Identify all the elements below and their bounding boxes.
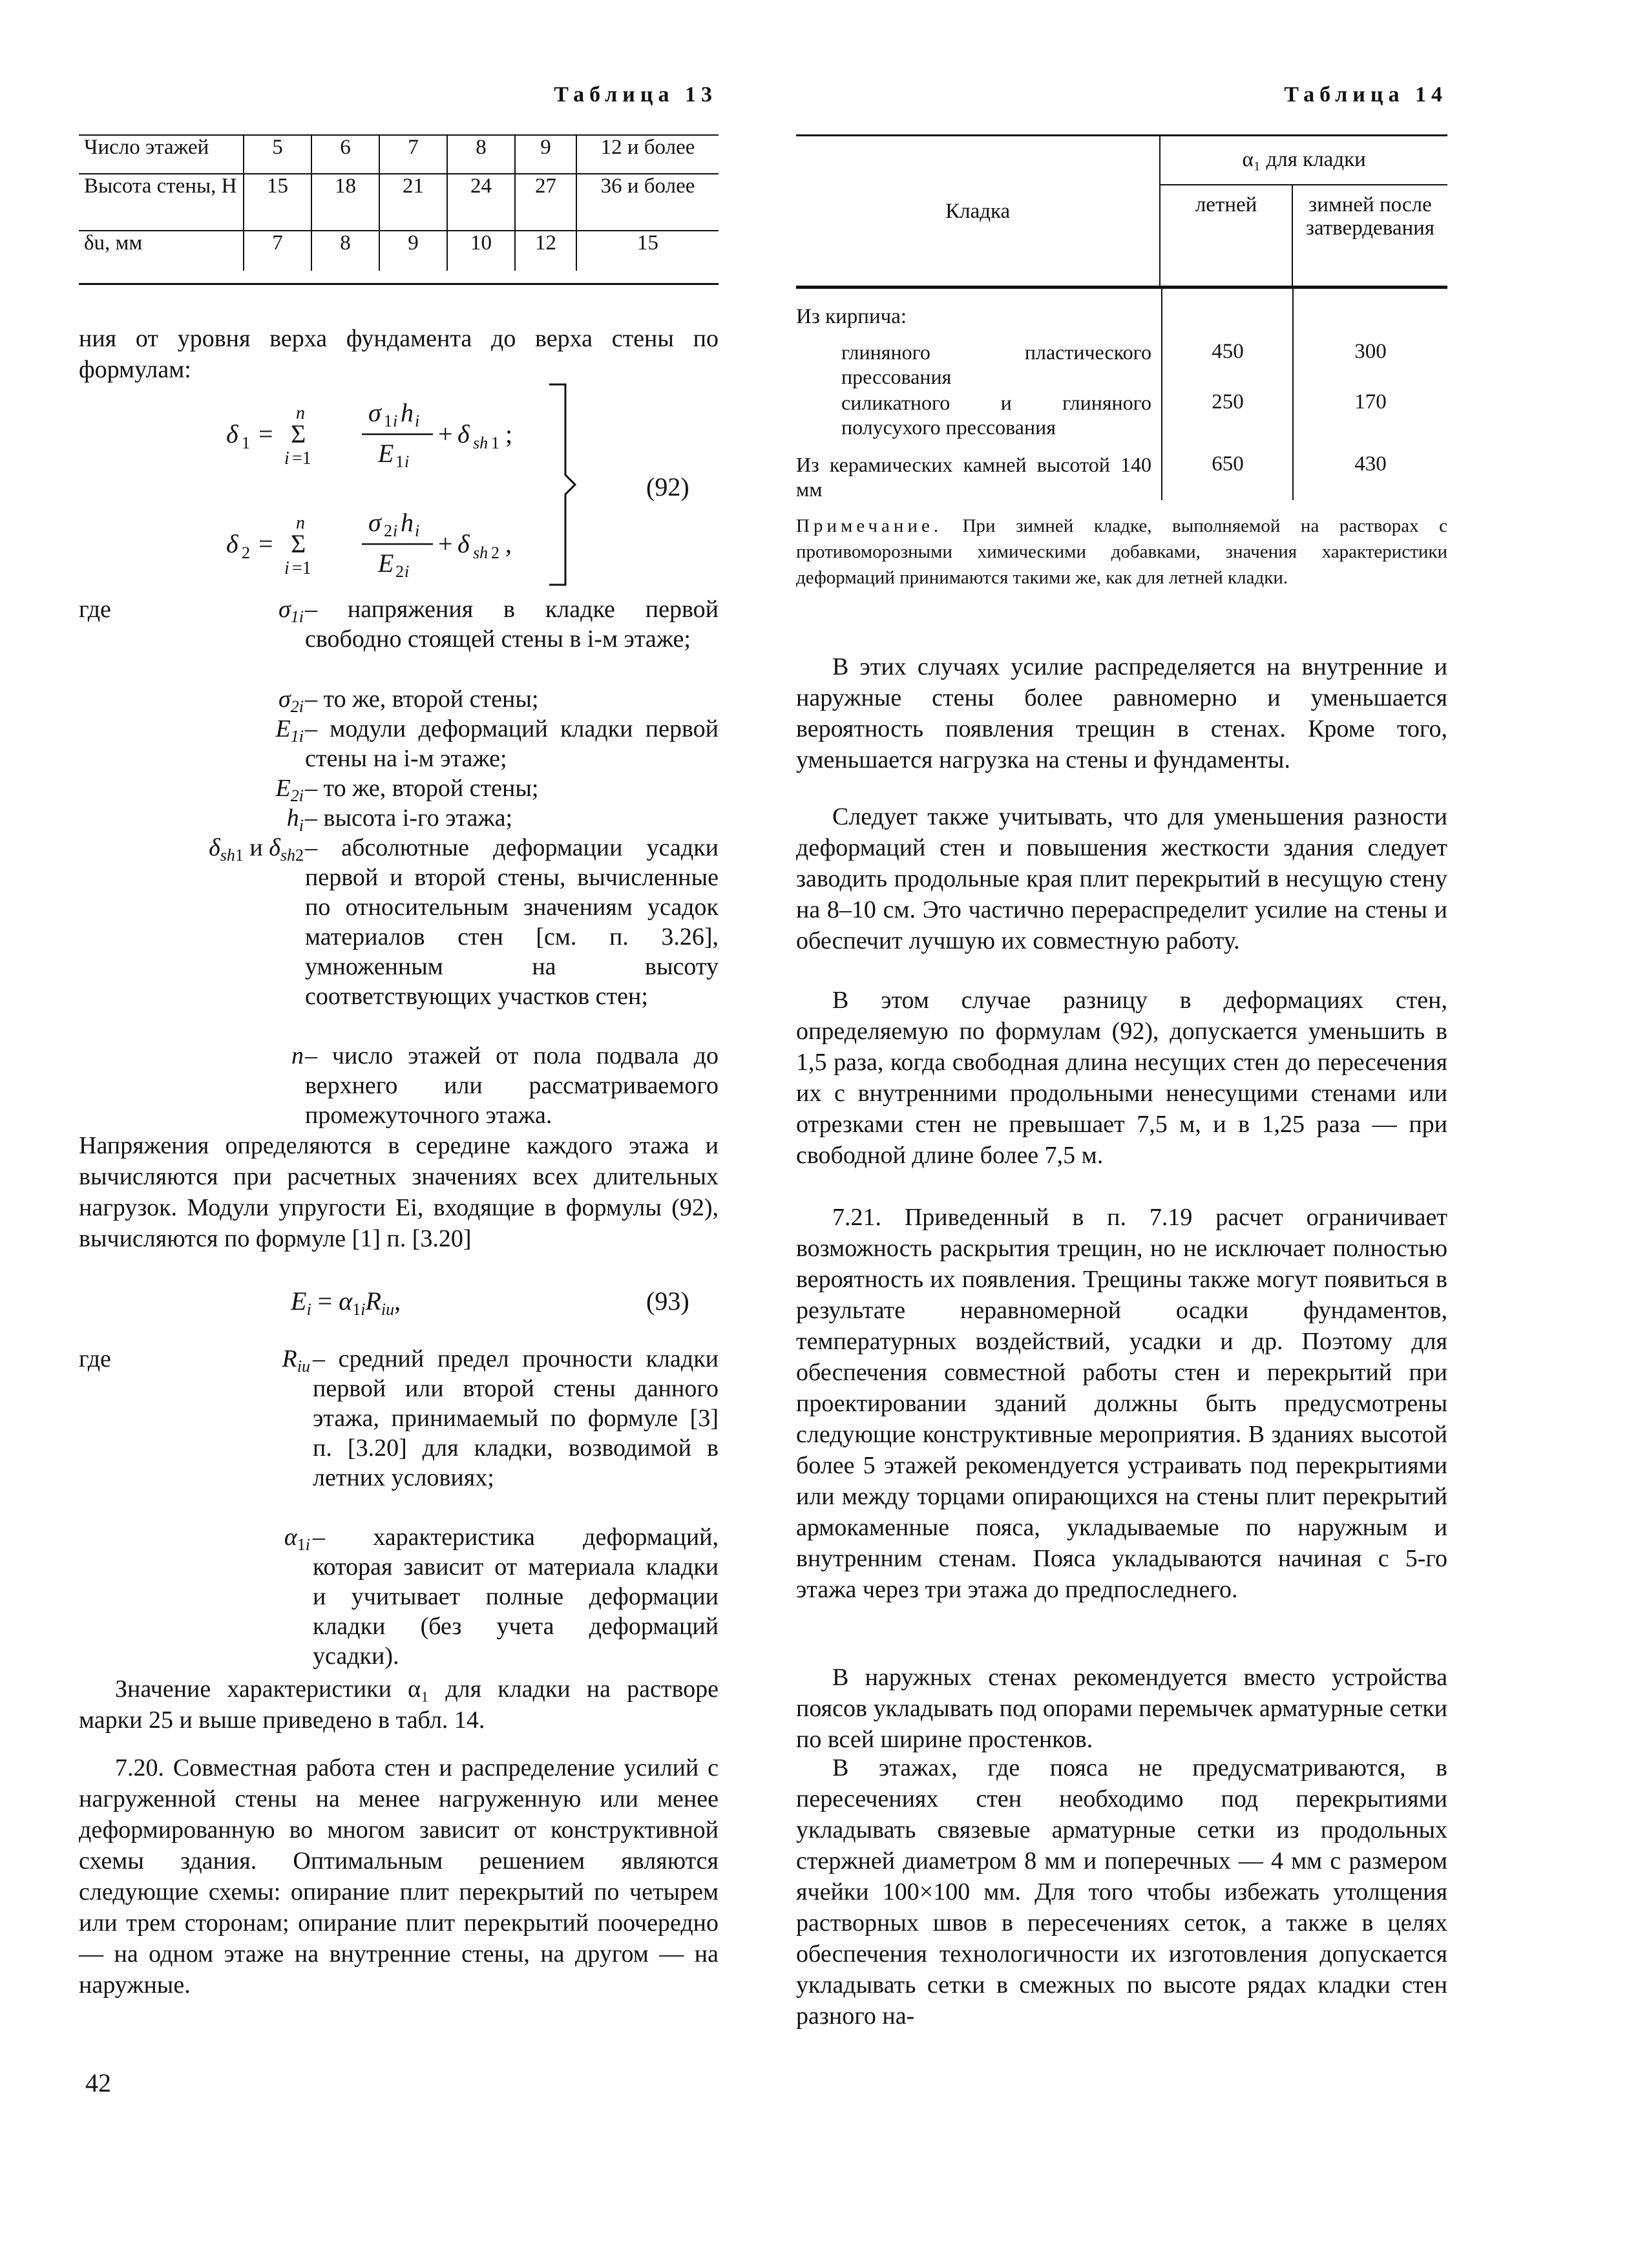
svg-text:i: i: [393, 412, 398, 430]
definition-alpha1i: – характеристика деформаций, которая зависит от материала кладки и учитывает полные деформации кладки (без учета деформаций усадки).: [313, 1524, 719, 1670]
paragraph-7-21: 7.21. Приведенный в п. 7.19 расчет ограничивает возможность раскрытия трещин, но не исключает полностью вероятность их появления. Трещины также могут появиться в результате неравномерной осадки фундаментов, температурных воздействий, усадки и др. Поэтому для обеспечения совместной работы стен и перекрытий при проектировании зданий должны быть предусмотрены следующие конструктивные мероприятия. В зданиях высотой более 5 этажей рекомендуется устраивать под перекрытиями или между торцами опирающихся на стены плит перекрытий армокаменные пояса, укладываемые по наружным и внутренним стенам. Пояса укладываются начиная с 5-го этажа через три этажа до предпоследнего.: [796, 1204, 1447, 1603]
table14-row1-summer: 450: [1212, 340, 1244, 363]
right-paragraph-3: В этом случае разницу в деформациях стен, определяемую по формулам (92), допускается уменьшить в 1,5 раза, когда свободная длина несущих стен до пересечения их с внутренними продольными ненесущими стенами или отрезками стен не превышает 7,5 м, и в 1,25 раза — при свободной длине более 7,5 м.: [796, 987, 1447, 1169]
table14-row3-summer: 650: [1212, 452, 1244, 476]
table13-row-delta: [79, 231, 719, 271]
svg-text:2: 2: [242, 543, 250, 562]
table-cell: 9: [515, 135, 576, 174]
svg-text:δ: δ: [226, 419, 238, 448]
symbol-E1i: $E_{1i}$: [275, 715, 304, 746]
table13: [79, 134, 719, 271]
table14-row1-label: глиняного пластического прессования: [841, 341, 1151, 388]
table-cell: 8: [447, 135, 515, 174]
eq93-number: (93): [646, 1286, 689, 1316]
svg-text:1: 1: [384, 412, 392, 430]
formula-93: $E_i = \alpha_{1i}R_{iu}$,: [291, 1286, 401, 1319]
table-cell: 12 и более: [576, 135, 719, 174]
right-paragraph-5: В наружных стенах рекомендуется вместо устройства поясов укладывать под опорами перемычек арматурные сетки по всей ширине простенков.: [796, 1664, 1447, 1753]
definition-E1i: – модули деформаций кладки первой стены на i-м этаже;: [305, 715, 719, 772]
table-cell: 15: [576, 231, 719, 271]
where-label-2: где: [79, 1345, 111, 1372]
svg-text:n: n: [296, 513, 305, 533]
definition-sigma1i: – напряжения в кладке первой свободно стоящей стены в i-м этаже;: [305, 596, 719, 653]
table14-row2-winter: 170: [1354, 390, 1387, 414]
svg-text:σ: σ: [368, 398, 381, 427]
svg-text:σ: σ: [368, 508, 381, 537]
page-number: 42: [85, 2068, 111, 2097]
table-cell: 7: [244, 231, 311, 271]
eq92-number: (92): [646, 472, 689, 501]
table-cell: 10: [447, 231, 515, 271]
table14-row2-label: силикатного и глиняного полусухого прессования: [841, 391, 1151, 439]
symbol-n: n: [291, 1042, 304, 1069]
svg-text:=1: =1: [292, 448, 311, 468]
table14-caption: Таблица 14: [1284, 83, 1447, 107]
table-cell: 36 и более: [576, 174, 719, 231]
table13-bottom-rule: [79, 283, 719, 285]
svg-text:1: 1: [491, 434, 499, 452]
svg-text:sh: sh: [473, 434, 488, 452]
symbol-hi: $h_i$: [286, 804, 304, 835]
paragraph-7-20: 7.20. Совместная работа стен и распределение усилий с нагруженной стены на менее нагруженную или менее деформированную во многом зависит от конструктивной схемы здания. Оптимальным решением являются следующие схемы: опирание плит перекрытий по четырем или трем сторонам; опирание плит перекрытий поочередно — на одном этаже на внутренние стены, на другом — на наружные.: [79, 1754, 719, 1999]
svg-text:+: +: [438, 529, 453, 558]
paragraph-alpha-value: Значение характеристики α₁ для кладки на растворе марки 25 и выше приведено в табл. 14.: [79, 1675, 719, 1734]
svg-text:;: ;: [505, 419, 513, 448]
table-cell: 7: [379, 135, 447, 174]
svg-text:n: n: [296, 403, 305, 423]
svg-text:Σ: Σ: [291, 529, 306, 558]
svg-text:E: E: [378, 549, 394, 578]
table14-row3-label: Из керамических камней высотой 140 мм: [796, 453, 1151, 501]
table-cell: 6: [311, 135, 379, 174]
table-cell: 5: [244, 135, 311, 174]
definition-Riu: – средний предел прочности кладки первой или второй стены данного этажа, принимаемый по формуле [3] п. [3.20] для кладки, возводимой в летних условиях;: [313, 1345, 719, 1491]
svg-text:Σ: Σ: [291, 419, 306, 448]
svg-text:=: =: [258, 529, 273, 558]
definition-delta-sh: – абсолютные деформации усадки первой и второй стены, вычисленные по относительным значениям усадок материалов стен [см. п. 3.26], умноженным на высоту соответствующих участков стен;: [305, 834, 719, 1010]
svg-text:i: i: [393, 521, 398, 540]
symbol-alpha1i: $\alpha_{1i}$: [284, 1524, 310, 1554]
table14: [796, 136, 1447, 289]
table14-head-summer: летней: [1160, 185, 1292, 288]
table-cell: 21: [379, 174, 447, 231]
table14-head-bottom-rule: [796, 286, 1447, 288]
svg-text:i: i: [284, 558, 289, 578]
svg-text:h: h: [401, 508, 414, 537]
svg-text:1: 1: [395, 452, 404, 471]
table14-row1-winter: 300: [1354, 340, 1387, 363]
svg-text:E: E: [378, 439, 394, 468]
svg-text:sh: sh: [473, 543, 488, 562]
table14-group-brick: Из кирпича:: [796, 305, 907, 328]
table13-row-floors: [79, 135, 719, 174]
table13-row-height: [79, 174, 719, 231]
svg-text:=: =: [258, 419, 273, 448]
symbol-sigma1i: $\sigma_{1i}$: [278, 596, 304, 626]
definition-sigma2i: – то же, второй стены;: [305, 686, 539, 713]
svg-text:i: i: [404, 452, 410, 471]
svg-text:i: i: [415, 521, 420, 540]
svg-text:=1: =1: [292, 558, 311, 578]
symbol-sigma2i: $\sigma_{2i}$: [278, 686, 304, 716]
table14-row2-summer: 250: [1212, 390, 1244, 414]
symbol-Riu: $R_{iu}$: [282, 1345, 310, 1376]
svg-text:2: 2: [395, 562, 404, 581]
table-cell: 12: [515, 231, 576, 271]
table14-row3-winter: 430: [1354, 452, 1387, 476]
table-cell: δu, мм: [79, 231, 244, 271]
symbol-E2i: $E_{2i}$: [275, 775, 304, 805]
definition-E2i: – то же, второй стены;: [305, 775, 539, 802]
svg-text:δ: δ: [457, 419, 470, 448]
table14-vrule-1: [1161, 287, 1162, 500]
table-cell: Число этажей: [79, 135, 244, 174]
table13-caption: Таблица 13: [554, 83, 717, 107]
table-cell: 18: [311, 174, 379, 231]
definition-hi: – высота i-го этажа;: [305, 804, 513, 832]
svg-text:h: h: [401, 398, 414, 427]
table-cell: 8: [311, 231, 379, 271]
svg-text:i: i: [284, 448, 289, 468]
table-cell: 9: [379, 231, 447, 271]
table14-head-winter: зимней после затвердевания: [1292, 185, 1447, 288]
table-cell: 24: [447, 174, 515, 231]
where-label-1: где: [79, 596, 111, 623]
table14-head-alpha: α₁ для кладки: [1160, 136, 1447, 185]
svg-text:+: +: [438, 419, 453, 448]
table14-note: [796, 513, 1447, 591]
right-paragraph-2: Следует также учитывать, что для уменьшения разности деформаций стен и повышения жесткости здания следует заводить продольные края плит перекрытий в несущую стену на 8–10 см. Это частично перераспределит усилие на стены и обеспечит лучшую их совместную работу.: [796, 803, 1447, 954]
note-label: Примечание.: [796, 516, 943, 536]
svg-text:2: 2: [491, 543, 499, 562]
table14-vrule-2: [1292, 287, 1294, 500]
svg-text:,: ,: [505, 529, 512, 558]
symbol-delta-sh: $\delta_{sh1}$ и $\delta_{sh2}$: [209, 834, 304, 865]
table-cell: 15: [244, 174, 311, 231]
definition-n: – число этажей от пола подвала до верхнего или рассматриваемого промежуточного этажа.: [305, 1042, 719, 1129]
svg-text:δ: δ: [457, 529, 470, 558]
note-text: При зимней кладке, выполняемой на растворах с противоморозными химическими добавками, значения характеристики деформаций принимаются такими же, как для летней кладки.: [796, 516, 1447, 588]
left-intro-paragraph: ния от уровня верха фундамента до верха стены по формулам:: [79, 325, 719, 383]
right-paragraph-1: В этих случаях усилие распределяется на внутренние и наружные стены более равномерно и уменьшается вероятность появления трещин в стенах. Кроме того, уменьшается нагрузка на стены и фундаменты.: [796, 653, 1447, 773]
svg-text:i: i: [404, 562, 410, 581]
table-cell: Высота стены, Н: [79, 174, 244, 231]
paragraph-stresses: Напряжения определяются в середине каждого этажа и вычисляются при расчетных значениях всех длительных нагрузок. Модули упругости Ei, входящие в формулы (92), вычисляются по формуле [1] п. [3.20]: [79, 1132, 719, 1252]
svg-text:i: i: [415, 412, 420, 430]
table-cell: 27: [515, 174, 576, 231]
svg-text:δ: δ: [226, 529, 238, 558]
svg-text:1: 1: [242, 434, 250, 452]
table14-head-masonry: Кладка: [796, 136, 1160, 288]
svg-text:2: 2: [384, 521, 392, 540]
right-paragraph-6: В этажах, где пояса не предусматриваются, в пересечениях стен необходимо под перекрытиями укладывать связевые арматурные сетки из продольных стержней диаметром 8 мм и поперечных — 4 мм с размером ячейки 100×100 мм. Для того чтобы избежать утолщения растворных швов в пересечениях сеток, а также в целях обеспечения технологичности их изготовления допускается укладывать сетки в смежных по высоте рядах кладки стен разного на-: [796, 1754, 1447, 2030]
